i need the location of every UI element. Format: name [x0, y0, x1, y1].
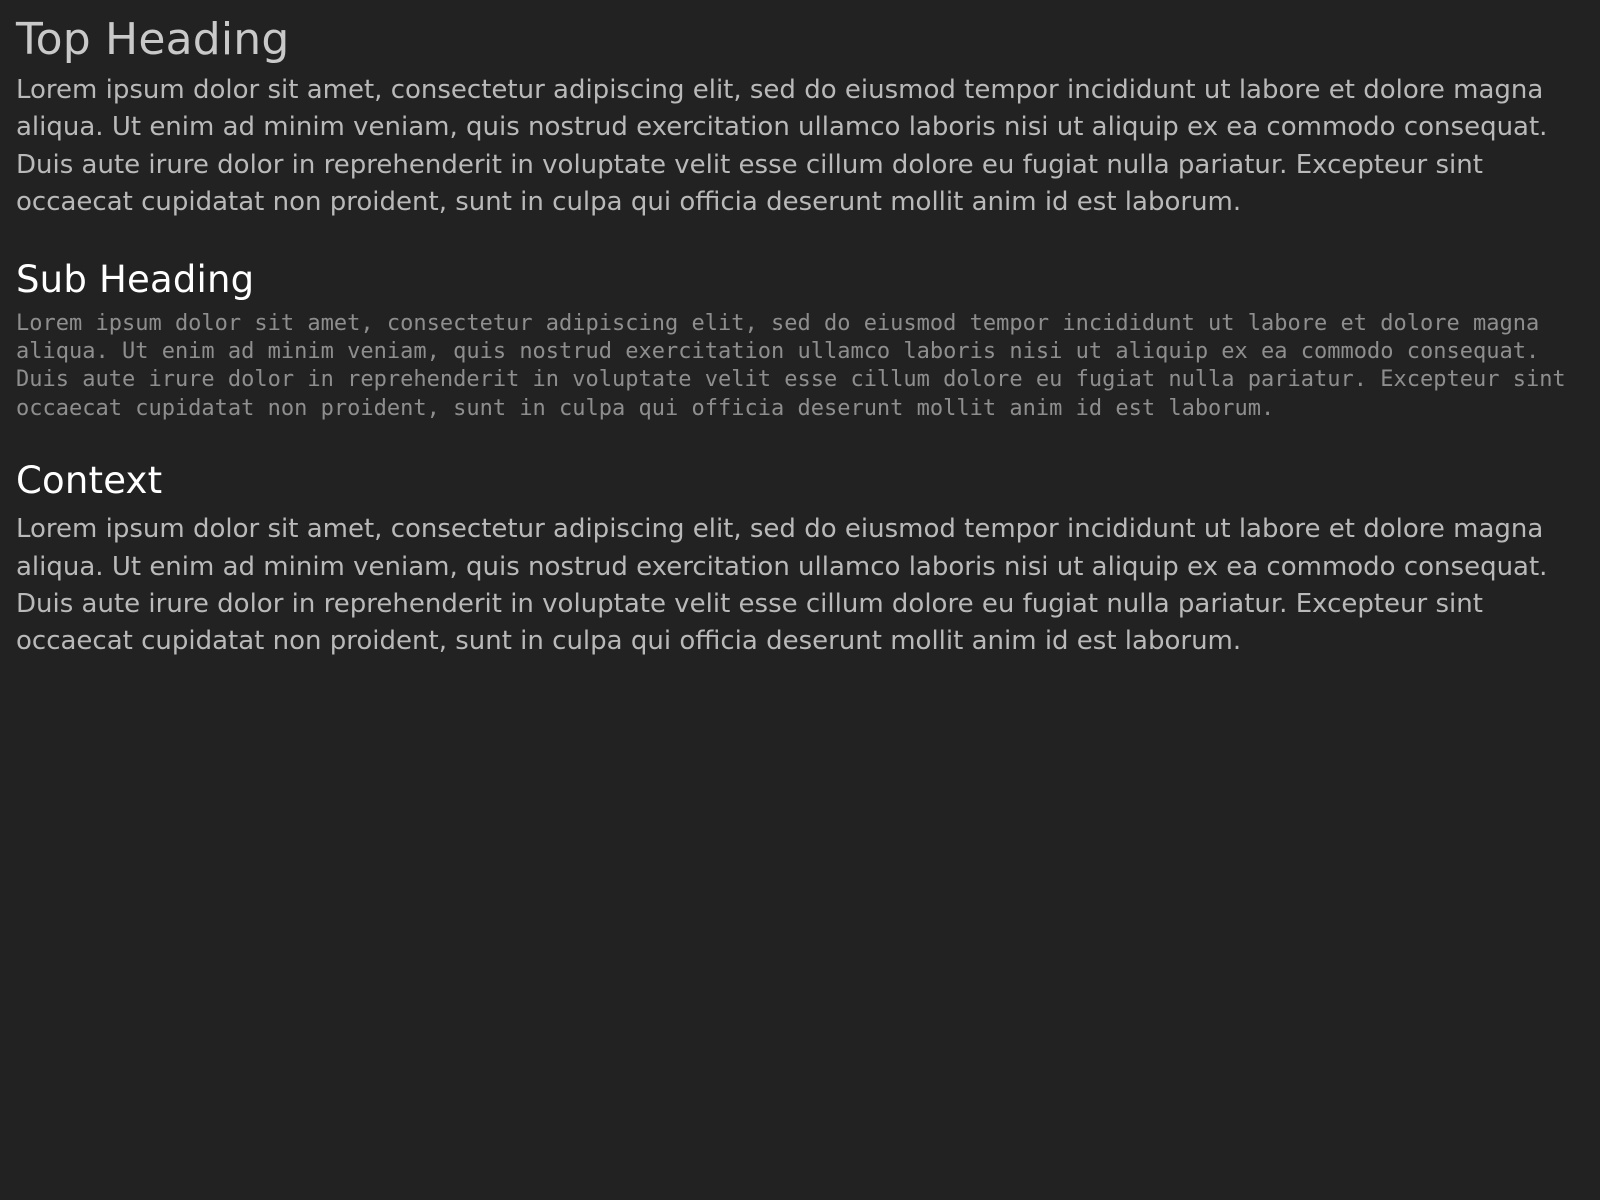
sub-heading: Sub Heading [16, 257, 255, 301]
top-paragraph: Lorem ipsum dolor sit amet, consectetur adipiscing elit, sed do eiusmod tempor incididunt ut labore et dolore magna aliqua. Ut enim ad minim veniam, quis nostrud exercitation ullamco laboris nisi ut aliquip ex ea commodo consequat. Duis aute irure dolor in reprehenderit in voluptate velit esse cillum dolore eu fugiat nulla pariatur. Excepteur sint occaecat cupidatat non proident, sunt in culpa qui officia deserunt mollit anim id est laborum. [16, 74, 1548, 218]
sub-paragraph-monospace: Lorem ipsum dolor sit amet, consectetur adipiscing elit, sed do eiusmod tempor incididunt ut labore et dolore magna aliqua. Ut enim ad minim veniam, quis nostrud exercitation ullamco laboris nisi ut aliquip ex ea commodo consequat. Duis aute irure dolor in reprehenderit in voluptate velit esse cillum dolore eu fugiat nulla pariatur. Excepteur sint occaecat cupidatat non proident, sunt in culpa qui officia deserunt mollit anim id est laborum. [16, 311, 1566, 421]
section-sub [16, 258, 1582, 423]
section-context [16, 459, 1582, 661]
section-top [16, 14, 1582, 222]
context-paragraph: Lorem ipsum dolor sit amet, consectetur adipiscing elit, sed do eiusmod tempor incididunt ut labore et dolore magna aliqua. Ut enim ad minim veniam, quis nostrud exercitation ullamco laboris nisi ut aliquip ex ea commodo consequat. Duis aute irure dolor in reprehenderit in voluptate velit esse cillum dolore eu fugiat nulla pariatur. Excepteur sint occaecat cupidatat non proident, sunt in culpa qui officia deserunt mollit anim id est laborum. [16, 514, 1548, 657]
page-title: Top Heading [16, 14, 290, 65]
context-heading: Context [16, 458, 163, 502]
